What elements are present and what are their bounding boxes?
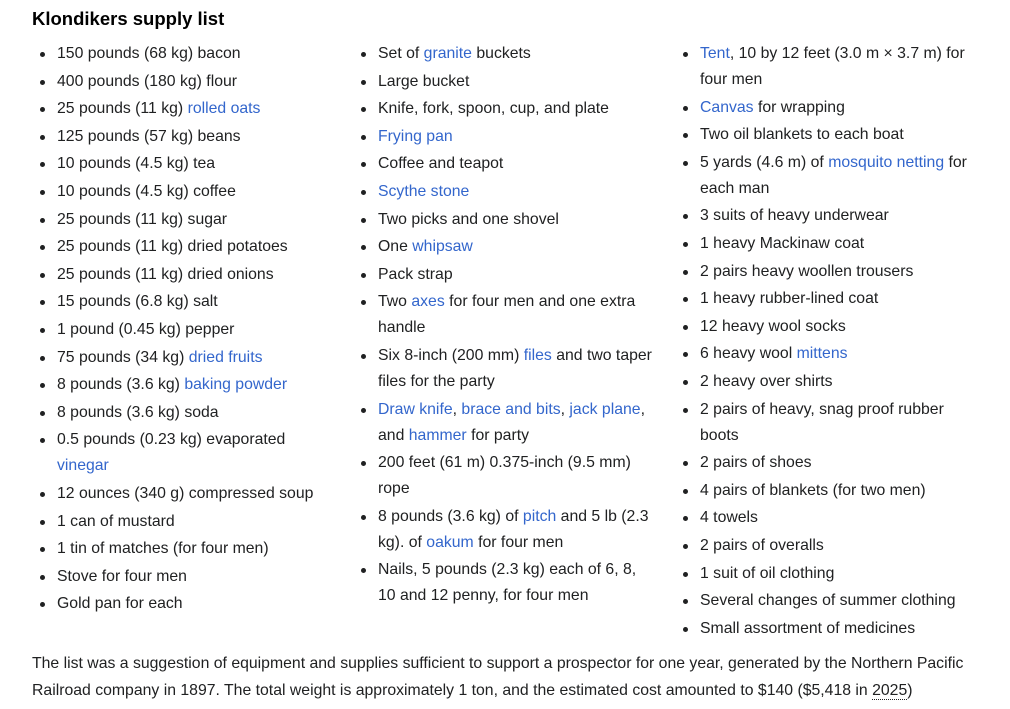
- item-text: 4 towels: [700, 509, 758, 527]
- list-item: [353, 262, 653, 288]
- list-item: [32, 400, 332, 426]
- item-text: 10 pounds (4.5 kg) tea: [57, 155, 216, 173]
- list-item: [32, 124, 332, 150]
- item-text: 25 pounds (11 kg) sugar: [57, 210, 228, 228]
- list-item: [675, 397, 980, 449]
- list-item: [353, 450, 653, 502]
- list-item: [32, 345, 332, 371]
- item-text: 2 pairs of overalls: [700, 536, 824, 554]
- list-item: [32, 427, 332, 479]
- item-text: 200 feet (61 m) 0.375-inch (9.5 mm) rope: [378, 454, 631, 498]
- item-text: Six 8-inch (200 mm): [378, 346, 524, 364]
- item-text: Set of: [378, 45, 424, 62]
- list-item: [675, 41, 980, 93]
- item-text: 3 suits of heavy underwear: [700, 207, 889, 225]
- item-text: buckets: [471, 45, 531, 62]
- item-link[interactable]: pitch: [522, 507, 557, 525]
- list-item: [32, 509, 332, 535]
- list-item: [675, 561, 980, 587]
- list-item: [675, 588, 980, 614]
- list-item: [353, 151, 653, 177]
- item-text: 125 pounds (57 kg) beans: [57, 127, 241, 145]
- item-text: 25 pounds (11 kg) dried onions: [57, 265, 274, 283]
- item-text: 400 pounds (180 kg) flour: [57, 72, 238, 90]
- list-item: [353, 207, 653, 233]
- list-item: [32, 96, 332, 122]
- list-item: [675, 314, 980, 340]
- item-text: Nails, 5 pounds (2.3 kg) each of 6, 8, 10 and 12 penny, for four men: [378, 561, 637, 605]
- list-item: [32, 536, 332, 562]
- item-text: Pack strap: [378, 265, 453, 283]
- item-link[interactable]: mosquito netting: [828, 153, 945, 171]
- item-link[interactable]: whipsaw: [412, 238, 473, 256]
- list-item: [353, 69, 653, 95]
- item-text: 1 heavy rubber-lined coat: [700, 290, 879, 308]
- item-text: Several changes of summer clothing: [700, 592, 956, 610]
- item-text: 75 pounds (34 kg): [57, 348, 189, 366]
- item-link[interactable]: Tent: [700, 45, 730, 62]
- item-text: 150 pounds (68 kg) bacon: [57, 45, 241, 62]
- item-text: , 10 by 12 feet (3.0 m × 3.7 m) for four men: [700, 45, 965, 88]
- item-text: 8 pounds (3.6 kg) of: [378, 507, 523, 525]
- item-text: 1 suit of oil clothing: [700, 564, 835, 582]
- list-item: [353, 124, 653, 150]
- item-text: One: [378, 238, 413, 256]
- item-text: for four men: [473, 533, 564, 551]
- item-text: 2 pairs heavy woollen trousers: [700, 262, 914, 280]
- list-item: [32, 262, 332, 288]
- item-text: 8 pounds (3.6 kg) soda: [57, 403, 219, 421]
- list-item: [675, 95, 980, 121]
- item-text: 25 pounds (11 kg): [57, 100, 188, 118]
- item-link[interactable]: granite: [423, 45, 472, 62]
- footnote-close: ): [907, 682, 913, 699]
- item-text: Stove for four men: [57, 567, 187, 585]
- item-link[interactable]: hammer: [408, 426, 467, 444]
- item-text: Two oil blankets to each boat: [700, 126, 904, 144]
- list-item: [32, 234, 332, 260]
- list-item: [675, 533, 980, 559]
- list-item: [353, 179, 653, 205]
- list-item: [675, 122, 980, 148]
- item-text: ,: [452, 400, 462, 418]
- item-text: 5 yards (4.6 m) of: [700, 153, 829, 171]
- item-text: 8 pounds (3.6 kg): [57, 376, 185, 394]
- list-item: [675, 505, 980, 531]
- item-text: for each man: [700, 153, 967, 197]
- item-text: 0.5 pounds (0.23 kg) evaporated: [57, 431, 286, 449]
- list-item: [675, 450, 980, 476]
- list-item: [353, 234, 653, 260]
- list-item: [675, 478, 980, 504]
- item-link[interactable]: Frying pan: [378, 127, 453, 145]
- item-text: 2 pairs of shoes: [700, 454, 812, 472]
- item-link[interactable]: oakum: [426, 533, 474, 551]
- item-text: Gold pan for each: [57, 595, 183, 613]
- list-item: [32, 317, 332, 343]
- footnote-paragraph: [32, 650, 992, 704]
- item-text: 15 pounds (6.8 kg) salt: [57, 293, 218, 311]
- item-text: 1 pound (0.45 kg) pepper: [57, 320, 235, 338]
- item-link[interactable]: brace and bits: [461, 400, 561, 418]
- item-text: 1 tin of matches (for four men): [57, 540, 269, 558]
- item-text: Small assortment of medicines: [700, 619, 916, 637]
- item-link[interactable]: Scythe stone: [378, 182, 470, 200]
- supply-column-1: [32, 41, 332, 619]
- item-text: Knife, fork, spoon, cup, and plate: [378, 100, 609, 118]
- item-text: and 5 lb (2.3 kg). of: [378, 507, 649, 551]
- list-item: [353, 397, 653, 449]
- list-item: [675, 616, 980, 642]
- list-item: [353, 41, 653, 67]
- list-item: [32, 41, 332, 67]
- list-item: [675, 259, 980, 285]
- item-text: for wrapping: [753, 98, 845, 116]
- list-item: [675, 286, 980, 312]
- item-link[interactable]: vinegar: [57, 457, 109, 475]
- list-item: [32, 372, 332, 398]
- item-text: for four men and one extra handle: [378, 293, 636, 337]
- item-text: for party: [466, 426, 530, 444]
- list-item: [675, 150, 980, 202]
- item-text: 4 pairs of blankets (for two men): [700, 481, 926, 499]
- item-text: 2 heavy over shirts: [700, 372, 833, 390]
- list-item: [353, 504, 653, 556]
- list-item: [353, 343, 653, 395]
- item-link[interactable]: Draw knife: [378, 400, 453, 418]
- list-item: [675, 231, 980, 257]
- item-text: 12 ounces (340 g) compressed soup: [57, 484, 314, 502]
- list-item: [353, 96, 653, 122]
- list-item: [353, 289, 653, 341]
- supply-column-2: [353, 41, 653, 611]
- list-item: [353, 557, 653, 609]
- item-text: 6 heavy wool: [700, 345, 797, 363]
- item-link[interactable]: files: [523, 346, 552, 364]
- item-text: Large bucket: [378, 72, 470, 90]
- item-text: Two picks and one shovel: [378, 210, 559, 228]
- item-text: Two: [378, 293, 412, 311]
- item-link[interactable]: jack plane: [569, 400, 641, 418]
- list-item: [32, 179, 332, 205]
- footnote-text: The list was a suggestion of equipment and supplies sufficient to support a prospector for one year, generated by the Northern Pacific Railroad company in 1897. The total weight is approximately 1 ton, and the estimated cost amounted to $140 ($5,418 in: [32, 655, 964, 699]
- item-link[interactable]: rolled oats: [187, 100, 261, 118]
- list-item: [32, 69, 332, 95]
- item-text: 2 pairs of heavy, snag proof rubber boots: [700, 400, 944, 444]
- list-item: [675, 341, 980, 367]
- item-text: 10 pounds (4.5 kg) coffee: [57, 182, 236, 200]
- item-text: , and: [378, 400, 645, 444]
- item-text: Coffee and teapot: [378, 155, 504, 173]
- list-item: [32, 289, 332, 315]
- list-item: [675, 369, 980, 395]
- item-text: 12 heavy wool socks: [700, 317, 846, 335]
- inflation-year-abbr[interactable]: 2025: [872, 682, 908, 699]
- item-text: and two taper files for the party: [378, 346, 652, 390]
- list-item: [32, 564, 332, 590]
- supply-column-3: [675, 41, 980, 643]
- section-title: Klondikers supply list: [32, 8, 225, 29]
- list-item: [32, 591, 332, 617]
- list-item: [32, 207, 332, 233]
- item-link[interactable]: axes: [411, 293, 445, 311]
- item-link[interactable]: mittens: [796, 345, 848, 363]
- item-link[interactable]: dried fruits: [188, 348, 263, 366]
- list-item: [32, 151, 332, 177]
- item-text: 1 heavy Mackinaw coat: [700, 234, 865, 252]
- item-link[interactable]: baking powder: [184, 376, 288, 394]
- item-text: ,: [560, 400, 570, 418]
- list-item: [675, 203, 980, 229]
- item-text: 1 can of mustard: [57, 512, 175, 530]
- item-link[interactable]: Canvas: [700, 98, 754, 116]
- item-text: 25 pounds (11 kg) dried potatoes: [57, 238, 288, 256]
- list-item: [32, 481, 332, 507]
